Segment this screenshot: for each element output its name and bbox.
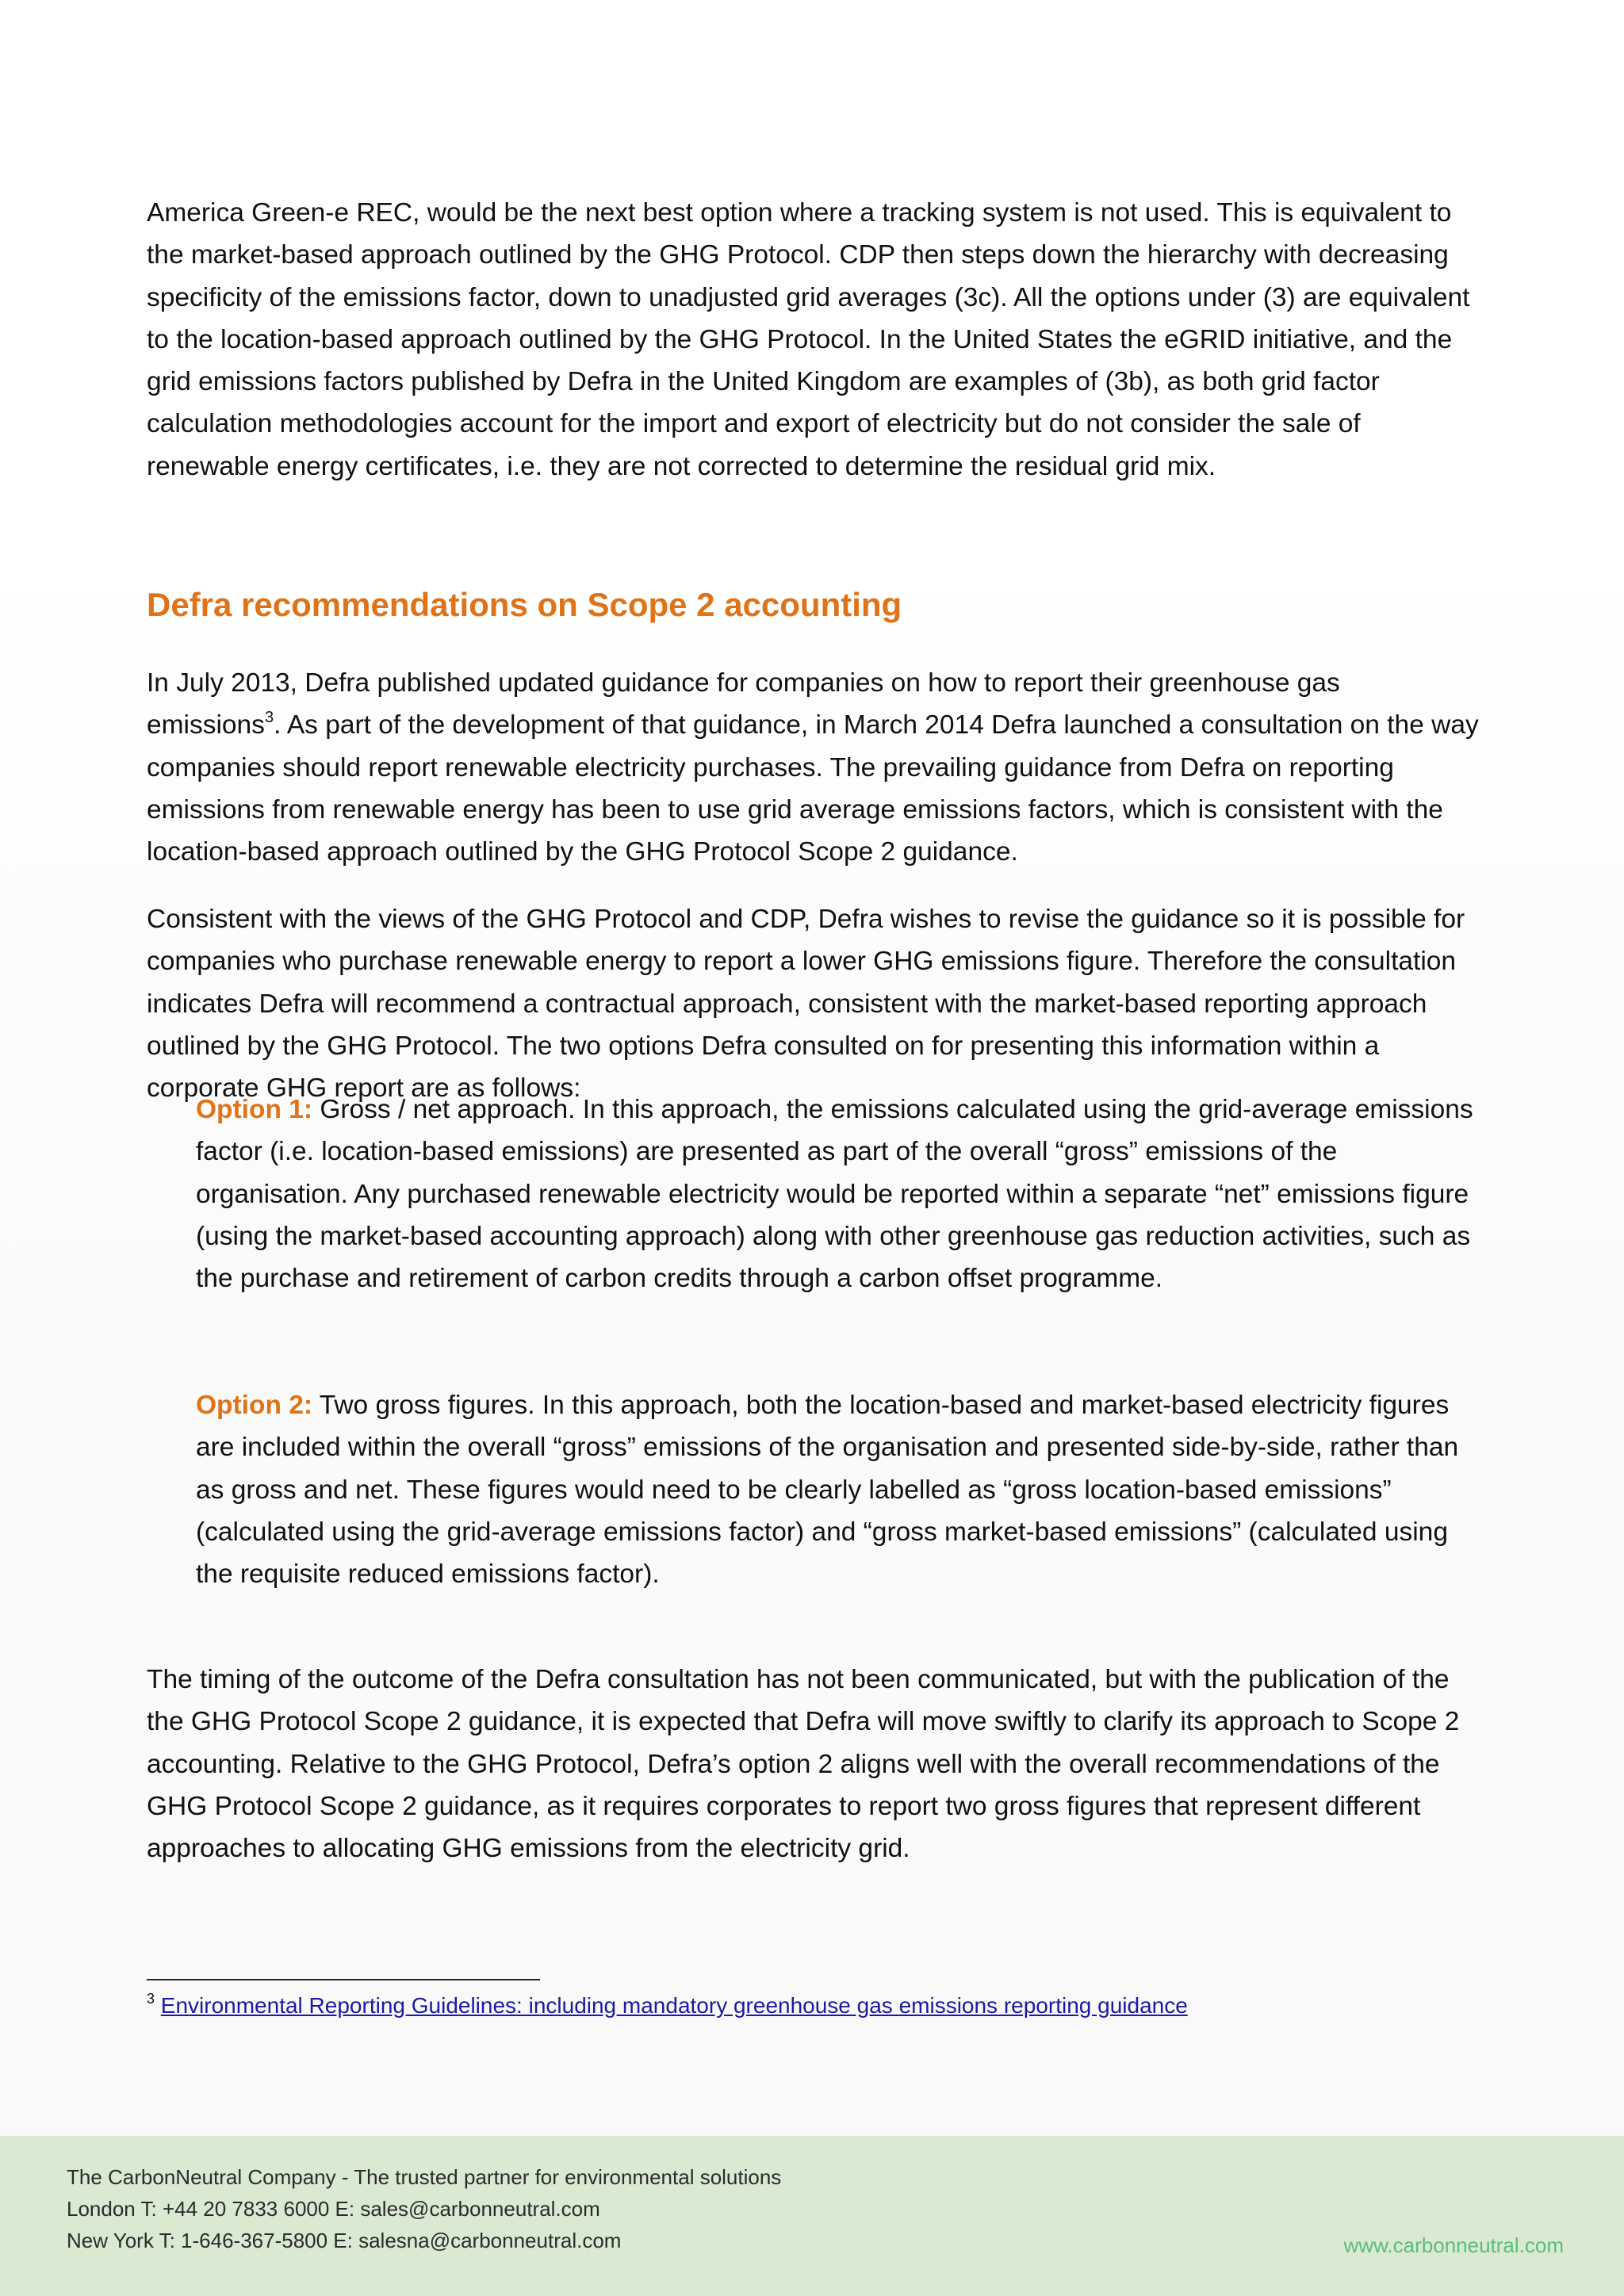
section-paragraph-2: Consistent with the views of the GHG Protocol and CDP, Defra wishes to revise the guidance so it is possible for companies who purchase renewable energy to report a lower GHG emissions figure. Therefore the consultation indicates Defra will recommend a contractual approach, consistent with the market-based reporting approach outlined by the GHG Protocol. The two options Defra consulted on for presenting this information within a corporate GHG report are as follows: — [147, 905, 1465, 1104]
footnote-ref[interactable]: 3 — [264, 709, 274, 727]
option-2-text: Two gross figures. In this approach, both the location-based and market-based electricity figures are included within the overall “gross” emissions of the organisation and presented side-by-side, rather than as gross and net. These figures would need to be clearly labelled as “gross location-based emissions” (calculated using the grid-average emissions factor) and “gross market-based emissions” (calculated using the requisite reduced emissions factor). — [196, 1391, 1459, 1590]
para1-text-end: . As part of the development of that guidance, in March 2014 Defra launched a consultation on the way companies should report renewable electricity purchases. The prevailing guidance from Defra on reporting emissions from renewable energy has been to use grid average emissions factors, which is consistent with the location-based approach outlined by the GHG Protocol Scope 2 guidance. — [147, 710, 1479, 867]
option-1-text: Gross / net approach. In this approach, the emissions calculated using the grid-average emissions factor (i.e. location-based emissions) are presented as part of the overall “gross” emissions of the organisation. Any purchased renewable electricity would be reported within a separate “net” emissions figure (using the market-based accounting approach) along with other greenhouse gas reduction activities, such as the purchase and retirement of carbon credits through a carbon offset programme. — [196, 1095, 1473, 1294]
section-paragraph-3: The timing of the outcome of the Defra consultation has not been communicated, but with the publication of the the GHG Protocol Scope 2 guidance, it is expected that Defra will move swiftly to clarify its approach to Scope 2 accounting. Relative to the GHG Protocol, Defra’s option 2 aligns well with the overall recommendations of the GHG Protocol Scope 2 guidance, as it requires corporates to report two gross figures that represent different approaches to allocating GHG emissions from the electricity grid. — [147, 1665, 1460, 1864]
document-body — [147, 192, 1479, 1864]
footnote-number: 3 — [147, 1991, 155, 2007]
footer-newyork-contact: New York T: 1-646-367-5800 E: salesna@carbonneutral.com — [67, 2229, 622, 2252]
footnote-divider — [147, 1979, 540, 1980]
footer-website-link[interactable]: www.carbonneutral.com — [1343, 2233, 1564, 2257]
section-heading: Defra recommendations on Scope 2 accounting — [147, 586, 902, 623]
option-2 — [196, 1384, 1480, 1595]
option-1 — [196, 1089, 1480, 1299]
option-2-label: Option 2: — [196, 1391, 313, 1420]
section-paragraph-1 — [147, 662, 1479, 873]
footer-tagline: The CarbonNeutral Company - The trusted partner for environmental solutions — [67, 2165, 782, 2189]
footnote-link[interactable]: Environmental Reporting Guidelines: including mandatory greenhouse gas emissions reporting guidance — [160, 1993, 1188, 2018]
footer-london-contact: London T: +44 20 7833 6000 E: sales@carbonneutral.com — [67, 2197, 600, 2221]
intro-paragraph: America Green-e REC, would be the next best option where a tracking system is not used. This is equivalent to the market-based approach outlined by the GHG Protocol. CDP then steps down the hierarchy with decreasing specificity of the emissions factor, down to unadjusted grid averages (3c). All the options under (3) are equivalent to the location-based approach outlined by the GHG Protocol. In the United States the eGRID initiative, and the grid emissions factors published by Defra in the United Kingdom are examples of (3b), as both grid factor calculation methodologies account for the import and export of electricity but do not consider the sale of renewable energy certificates, i.e. they are not corrected to determine the residual grid mix. — [147, 198, 1470, 481]
para1-text-start: In July 2013, Defra published updated guidance for companies on how to report their greenhouse gas emissions — [147, 668, 1340, 740]
option-1-label: Option 1: — [196, 1095, 313, 1124]
footnote — [147, 1990, 1188, 2022]
page-footer — [0, 2136, 1624, 2296]
